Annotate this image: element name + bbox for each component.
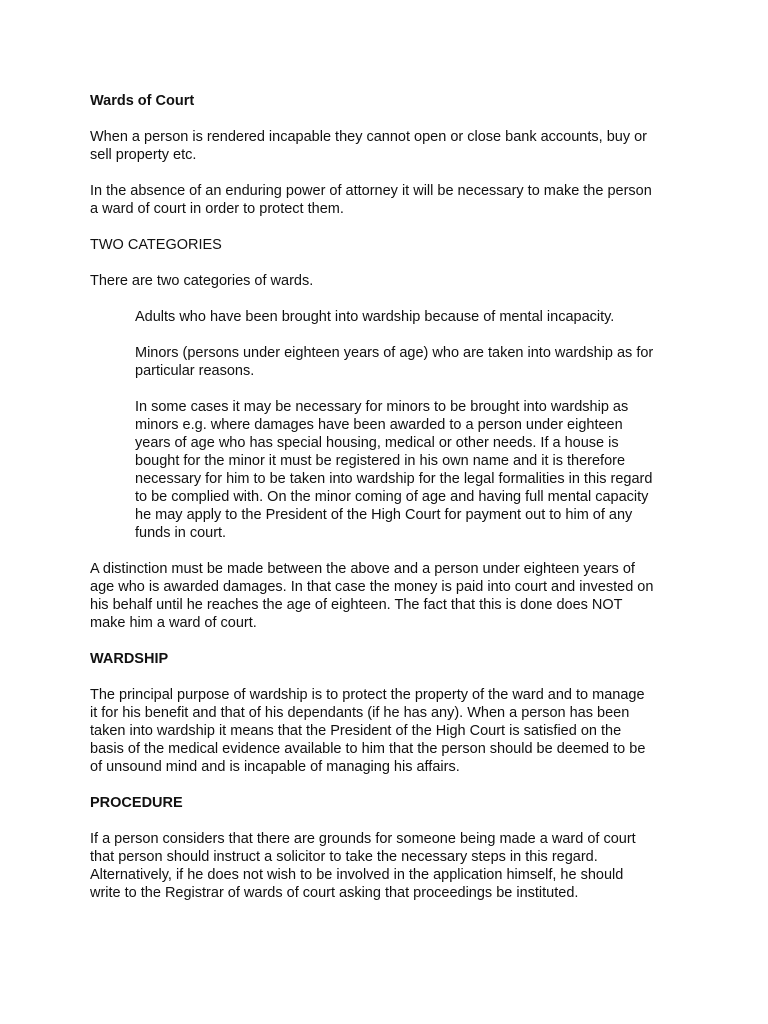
text-line: his behalf until he reaches the age of eighteen. The fact that this is done does NOT	[90, 597, 623, 613]
text-line: The principal purpose of wardship is to protect the property of the ward and to manage	[90, 687, 645, 703]
text-line: of unsound mind and is incapable of managing his affairs.	[90, 759, 460, 775]
indented-paragraph-adults	[90, 308, 680, 326]
text-line: basis of the medical evidence available to him that the person should be deemed to be	[90, 741, 646, 757]
text-line: he may apply to the President of the High Court for payment out to him of any	[135, 507, 633, 523]
text-line: it for his benefit and that of his dependants (if he has any). When a person has been	[90, 705, 630, 721]
text-line: Alternatively, if he does not wish to be involved in the application himself, he should	[90, 867, 624, 883]
text-line: minors e.g. where damages have been awarded to a person under eighteen	[135, 417, 623, 433]
document-title: Wards of Court	[90, 93, 195, 109]
text-line: There are two categories of wards.	[90, 273, 314, 289]
text-line: In some cases it may be necessary for minors to be brought into wardship as	[135, 399, 629, 415]
text-line: a ward of court in order to protect them.	[90, 201, 344, 217]
text-line: bought for the minor it must be registered in his own name and it is therefore	[135, 453, 626, 469]
paragraph-distinction	[90, 560, 680, 632]
text-line: to be complied with. On the minor coming of age and having full mental capacity	[135, 489, 649, 505]
indented-paragraph-minors	[90, 344, 680, 380]
text-line: years of age who has special housing, medical or other needs. If a house is	[135, 435, 619, 451]
text-line: sell property etc.	[90, 147, 197, 163]
text-line: taken into wardship it means that the President of the High Court is satisfied on the	[90, 723, 622, 739]
paragraph-procedure	[90, 830, 680, 902]
text-line: that person should instruct a solicitor to take the necessary steps in this regard.	[90, 849, 598, 865]
text-line: particular reasons.	[135, 363, 255, 379]
paragraph-wardship	[90, 686, 680, 776]
text-line: In the absence of an enduring power of attorney it will be necessary to make the person	[90, 183, 652, 199]
text-line: necessary for him to be taken into wardship for the legal formalities in this regard	[135, 471, 653, 487]
text-line: age who is awarded damages. In that case the money is paid into court and invested on	[90, 579, 654, 595]
text-line: make him a ward of court.	[90, 615, 257, 631]
text-line: A distinction must be made between the above and a person under eighteen years of	[90, 561, 635, 577]
paragraph-incapable	[90, 128, 680, 164]
section-heading-categories: TWO CATEGORIES	[90, 237, 222, 253]
indented-paragraph-cases	[90, 398, 680, 542]
paragraph-two-categories	[90, 272, 680, 290]
text-line: Adults who have been brought into wardship because of mental incapacity.	[135, 309, 615, 325]
paragraph-power-of-attorney	[90, 182, 680, 218]
text-line: If a person considers that there are grounds for someone being made a ward of court	[90, 831, 636, 847]
section-heading-wardship: WARDSHIP	[90, 651, 169, 667]
text-line: Minors (persons under eighteen years of age) who are taken into wardship as for	[135, 345, 654, 361]
document-page	[90, 92, 680, 902]
section-heading-procedure: PROCEDURE	[90, 795, 183, 811]
text-line: funds in court.	[135, 525, 227, 541]
text-line: write to the Registrar of wards of court asking that proceedings be instituted.	[90, 885, 579, 901]
text-line: When a person is rendered incapable they cannot open or close bank accounts, buy or	[90, 129, 647, 145]
